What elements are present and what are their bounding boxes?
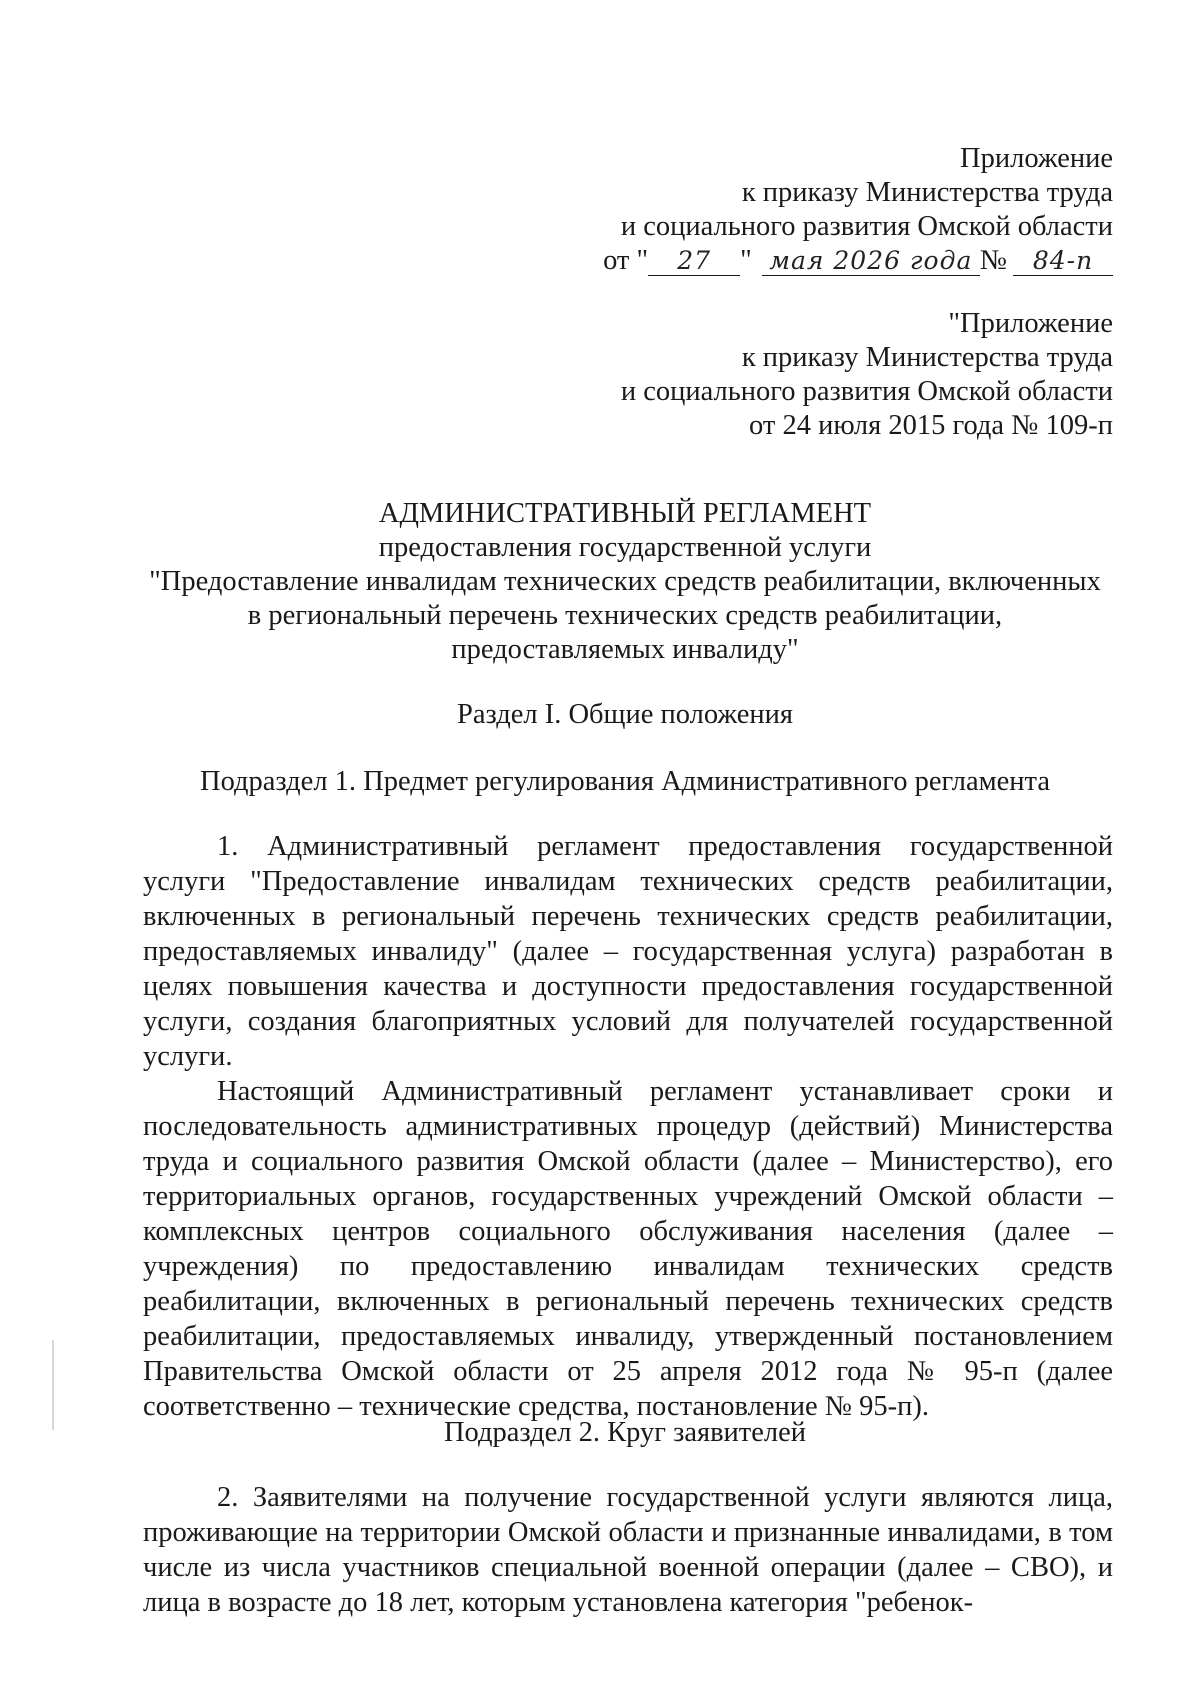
subsection-2-heading-block — [135, 1416, 1115, 1450]
number-sign: № — [979, 245, 1007, 276]
body-paragraph-3-block — [143, 1480, 1113, 1620]
appendix-date-line — [603, 244, 1113, 278]
original-order-line: к приказу Министерства труда — [741, 342, 1113, 373]
subsection-2-heading: Подраздел 2. Круг заявителей — [443, 1417, 807, 1448]
handwritten-number: 84-п — [1013, 247, 1113, 276]
title-line-4: в региональный перечень технических средств реабилитации, — [247, 600, 1003, 631]
section-1-heading: Раздел I. Общие положения — [456, 699, 793, 730]
paragraph-3: 2. Заявителями на получение государственной услуги являются лица, проживающие на территории Омской области и признанные инвалидами, в том числе из числа участников специальной военной операции (далее – СВО), и лица в возрасте до 18 лет, которым установлена категория "ребенок- — [143, 1482, 1113, 1618]
handwritten-month-year: мая 2026 года — [762, 247, 980, 276]
subsection-1-heading: Подраздел 1. Предмет регулирования Административного регламента — [200, 766, 1050, 797]
appendix-header — [603, 142, 1113, 278]
appendix-order-line: к приказу Министерства труда — [741, 177, 1113, 208]
scan-margin-mark — [52, 1340, 54, 1430]
title-line-2: предоставления государственной услуги — [378, 532, 872, 563]
body-paragraphs — [143, 829, 1113, 1424]
subsection-1-heading-block — [135, 765, 1115, 799]
section-heading — [135, 698, 1115, 732]
paragraph-1: 1. Административный регламент предоставления государственной услуги "Предоставление инвалидам технических средств реабилитации, включенных в региональный перечень технических средств реабилитации, предоставляемых инвалиду" (далее – государственная услуга) разработан в целях повышения качества и доступности предоставления государственной услуги, создания благоприятных условий для получателей государственной услуги. — [143, 831, 1113, 1072]
title-line-3: "Предоставление инвалидам технических средств реабилитации, включенных — [149, 566, 1101, 597]
original-date-line: от 24 июля 2015 года № 109-п — [749, 410, 1113, 441]
original-appendix-label: "Приложение — [948, 308, 1113, 339]
title-line-5: предоставляемых инвалиду" — [451, 634, 799, 665]
date-quote-close: " — [740, 245, 752, 276]
original-appendix-header — [621, 307, 1113, 443]
title-main: АДМИНИСТРАТИВНЫЙ РЕГЛАМЕНТ — [378, 498, 872, 529]
appendix-label: Приложение — [960, 143, 1113, 174]
paragraph-2: Настоящий Административный регламент устанавливает сроки и последовательность административных процедур (действий) Министерства труда и социального развития Омской области (далее – Министерство), его территориальных органов, государственных учреждений Омской области – комплексных центров социального обслуживания населения (далее – учреждения) по предоставлению инвалидам технических средств реабилитации, включенных в региональный перечень технических средств реабилитации, предоставляемых инвалиду, утвержденный постановлением Правительства Омской области от 25 апреля 2012 года № 95-п (далее соответственно – технические средства, постановление № 95-п). — [143, 1076, 1113, 1422]
date-prefix: от " — [603, 245, 649, 276]
document-title — [135, 497, 1115, 667]
original-ministry-line: и социального развития Омской области — [620, 376, 1113, 407]
handwritten-day: 27 — [648, 247, 740, 276]
appendix-ministry-line: и социального развития Омской области — [620, 211, 1113, 242]
